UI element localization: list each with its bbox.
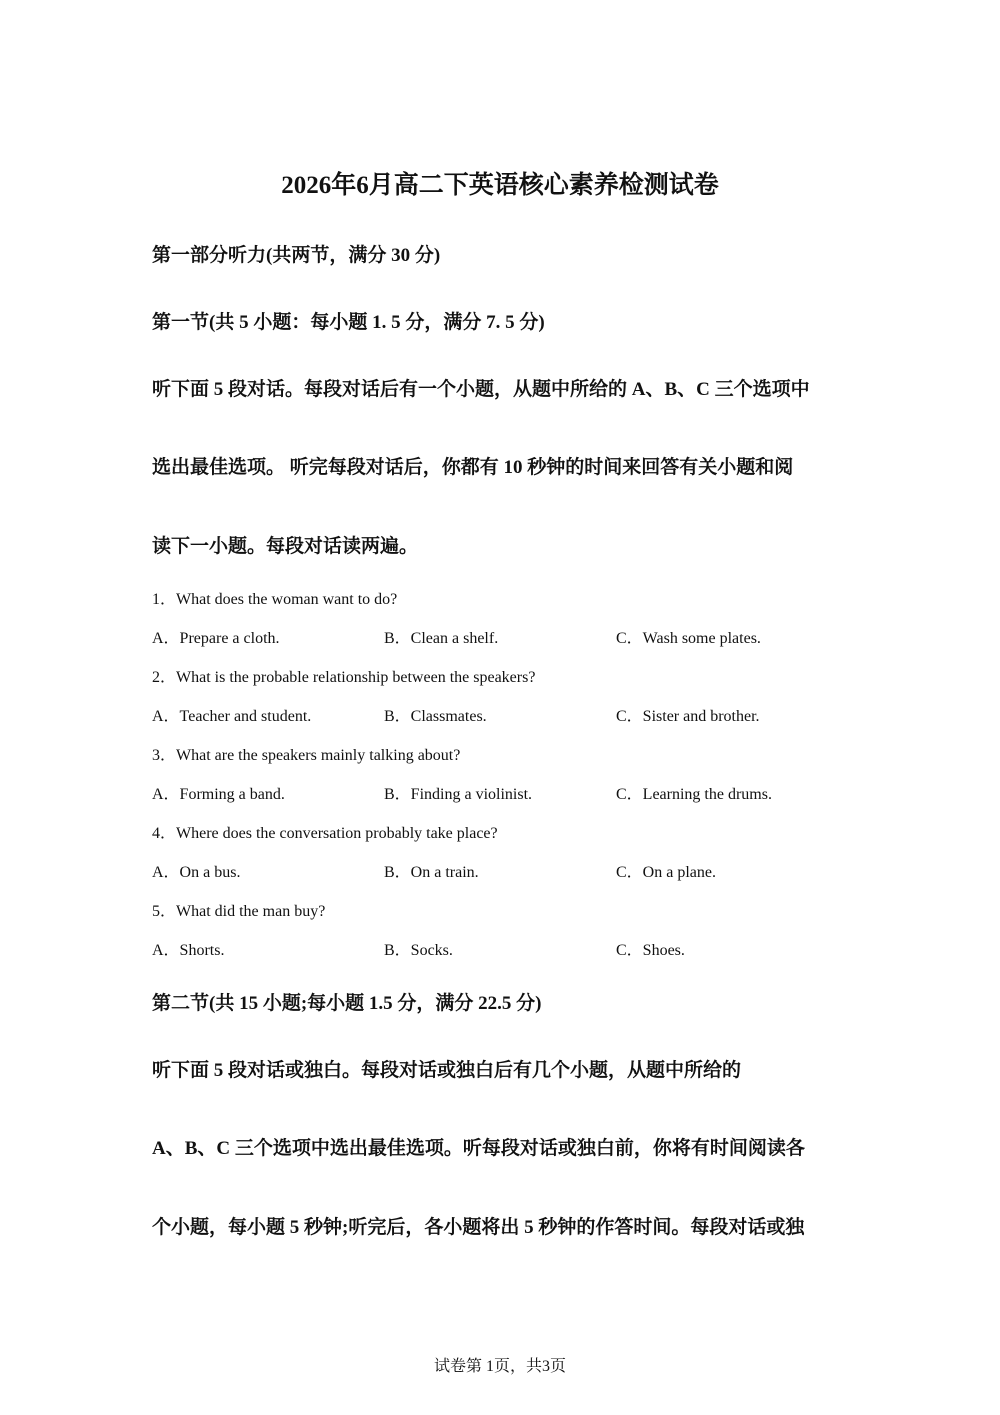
exam-title: 2026年6月高二下英语核心素养检测试卷	[281, 172, 719, 199]
question-5-stem: 5．What did the man buy?	[152, 903, 326, 920]
page-footer: 试卷第 1页，共3页	[433, 1358, 566, 1375]
question-5-option-b: B．Socks.	[384, 942, 453, 959]
question-2-option-a: A．Teacher and student.	[152, 708, 312, 725]
question-5-option-a: A．Shorts.	[152, 942, 225, 959]
question-5-option-c: C．Shoes.	[616, 942, 685, 959]
question-2-stem: 2．What is the probable relationship between the speakers?	[152, 669, 536, 686]
question-2-option-c: C．Sister and brother.	[616, 708, 760, 725]
section2-instruction-line-1: 听下面 5 段对话或独白。每段对话或独白后有几个小题，从题中所给的	[152, 1060, 742, 1081]
question-1-option-a: A．Prepare a cloth.	[152, 630, 280, 647]
section1-heading: 第一节(共 5 小题：每小题 1. 5 分，满分 7. 5 分)	[152, 312, 545, 333]
question-3-option-b: B．Finding a violinist.	[384, 786, 533, 803]
section1-instruction-line-2: 选出最佳选项。 听完每段对话后，你都有 10 秒钟的时间来回答有关小题和阅	[152, 457, 794, 478]
question-1-option-c: C．Wash some plates.	[616, 630, 761, 647]
section2-instruction-line-2: A、B、C 三个选项中选出最佳选项。听每段对话或独白前，你将有时间阅读各	[152, 1138, 805, 1159]
question-4-stem: 4．Where does the conversation probably take place?	[152, 825, 498, 842]
question-4-option-b: B．On a train.	[384, 864, 479, 881]
section2-heading: 第二节(共 15 小题;每小题 1.5 分，满分 22.5 分)	[152, 993, 542, 1014]
question-3-stem: 3．What are the speakers mainly talking about?	[152, 747, 461, 764]
question-4-option-c: C．On a plane.	[616, 864, 716, 881]
question-3-option-a: A．Forming a band.	[152, 786, 285, 803]
question-2-option-b: B．Classmates.	[384, 708, 487, 725]
section2-instruction-line-3: 个小题，每小题 5 秒钟;听完后，各小题将出 5 秒钟的作答时间。每段对话或独	[152, 1217, 805, 1238]
question-1-option-b: B．Clean a shelf.	[384, 630, 499, 647]
section1-instruction-line-1: 听下面 5 段对话。每段对话后有一个小题，从题中所给的 A、B、C 三个选项中	[152, 379, 810, 400]
question-1-stem: 1．What does the woman want to do?	[152, 591, 398, 608]
section1-instruction-line-3: 读下一小题。每段对话读两遍。	[152, 536, 419, 557]
question-3-option-c: C．Learning the drums.	[616, 786, 772, 803]
part1-heading: 第一部分听力(共两节，满分 30 分)	[152, 245, 441, 266]
question-4-option-a: A．On a bus.	[152, 864, 241, 881]
